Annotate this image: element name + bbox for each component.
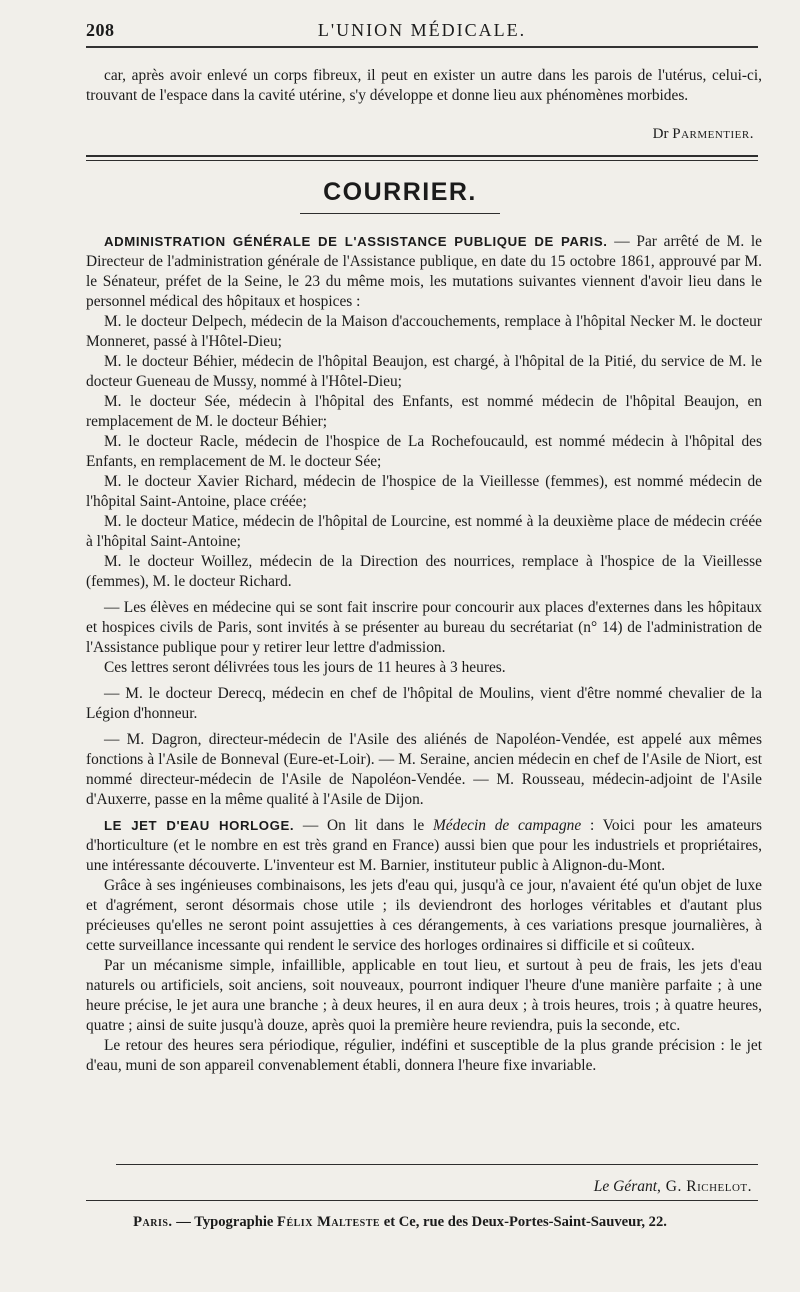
jet-heading: LE JET D'EAU HORLOGE.: [104, 818, 295, 833]
mutation-item: M. le docteur Xavier Richard, médecin de l'hospice de la Vieillesse (femmes), est nommé médecin de l'hôpital Saint-Antoine, place créée;: [86, 473, 762, 510]
gerant-signature: [594, 1178, 752, 1196]
printer-imprint: [0, 1214, 800, 1231]
mutation-item: M. le docteur Delpech, médecin de la Maison d'accouchements, remplace à l'hôpital Necker M. le docteur Monneret, passé à l'Hôtel-Dieu;: [86, 313, 762, 350]
signature-prefix: Dr: [652, 126, 669, 142]
jet-lead-before: — On lit dans le: [294, 817, 433, 834]
jet-paragraph: Le retour des heures sera périodique, régulier, indéfini et susceptible de la plus grande précision : le jet d'eau, muni de son appareil convenablement établi, donnera l'heure fixe invariable.: [86, 1037, 762, 1074]
author-signature: [653, 126, 754, 143]
jet-paragraph: Grâce à ses ingénieuses combinaisons, les jets d'eau qui, jusqu'à ce jour, n'avaient été qu'un objet de luxe et d'agrément, seront désormais chose utile ; ils deviendront des horloges véritables et d'autant plus précieuses qu'elles ne seront point assujetties à ces dérangements, à ces variations presque journalières, à cette surveillance incessante qui rendent le service des horloges ordinaires si difficile et si coûteux.: [86, 877, 762, 954]
jet-lead-after: : Voici pour les amateurs d'horticulture (et le nombre en est très grand en France) aussi bien que pour les industriels et propriétaires, une intéressante découverte. L'inventeur est M. Barnier, instituteur public à Alignon-du-Mont.: [86, 817, 762, 874]
derecq-paragraph: — M. le docteur Derecq, médecin en chef de l'hôpital de Moulins, vient d'être nommé chevalier de la Légion d'honneur.: [86, 685, 762, 722]
mutation-item: M. le docteur Béhier, médecin de l'hôpital Beaujon, est chargé, à l'hôpital de la Pitié, du service de M. le docteur Gueneau de Mussy, nommé à l'Hôtel-Dieu;: [86, 353, 762, 390]
jet-source: Médecin de campagne: [432, 817, 582, 834]
intro-paragraph-block: [86, 66, 762, 106]
journal-title: L'UNION MÉDICALE.: [317, 20, 527, 40]
gerant-name: , G. Richelot.: [657, 1178, 752, 1195]
gerant-label: Le Gérant: [593, 1178, 658, 1195]
jet-lead-paragraph: [86, 816, 762, 876]
assistance-lead-paragraph: [86, 232, 762, 312]
title-underline: [300, 213, 500, 214]
eleves-hours: Ces lettres seront délivrées tous les jours de 11 heures à 3 heures.: [104, 659, 506, 676]
imprint-divider: [86, 1200, 758, 1201]
footer-divider: [116, 1164, 758, 1165]
imprint-text-after: et Ce, rue des Deux-Portes-Saint-Sauveur, 22.: [380, 1214, 667, 1230]
assistance-lead: — Par arrêté de M. le Directeur de l'administration générale de l'Assistance publique, en date du 15 octobre 1861, approuvé par M. le Sénateur, préfet de la Seine, le 23 du même mois, les mutations suivantes viennent d'avoir lieu dans le personnel médical des hôpitaux et hospices :: [86, 233, 762, 310]
mutation-item: M. le docteur Woillez, médecin de la Direction des nourrices, remplace à l'hospice de la Vieillesse (femmes), M. le docteur Richard.: [86, 553, 762, 590]
eleves-paragraph: — Les élèves en médecine qui se sont fait inscrire pour concourir aux places d'externes dans les hôpitaux et hospices civils de Paris, sont invités à se présenter au bureau du secrétariat (n° 14) de l'administration de l'Assistance publique pour y retirer leur lettre d'admission.: [86, 599, 762, 656]
section-divider-bottom: [86, 160, 758, 161]
page-header: [86, 20, 758, 48]
section-divider-top: [86, 155, 758, 157]
jet-paragraph: Par un mécanisme simple, infaillible, applicable en tout lieu, et surtout à peu de frais, les jets d'eau naturels ou artificiels, soit anciens, soit nouveaux, pourront indiquer l'heure d'une manière parfaite ; à une heure précise, le jet aura une branche ; à deux heures, il en aura deux ; à trois heures, trois ; à quatre heures, quatre ; ainsi de suite jusqu'à douze, après quoi la première heure reviendra, puis la seconde, etc.: [86, 957, 762, 1034]
assistance-notice: [86, 232, 762, 1076]
section-title: COURRIER.: [323, 178, 477, 206]
mutation-item: M. le docteur Matice, médecin de l'hôpital de Lourcine, est nommé à la deuxième place de médecin créée à l'hôpital Saint-Antoine;: [86, 513, 762, 550]
dagron-paragraph: — M. Dagron, directeur-médecin de l'Asile des aliénés de Napoléon-Vendée, est appelé aux mêmes fonctions à l'Asile de Bonneval (Eure-et-Loir). — M. Seraine, ancien médecin en chef de l'Asile de Niort, est nommé directeur-médecin de l'Asile de Napoléon-Vendée. — M. Rousseau, médecin-adjoint de l'Asile d'Auxerre, passe en la même qualité à l'Asile de Dijon.: [86, 731, 762, 808]
assistance-heading: ADMINISTRATION GÉNÉRALE DE L'ASSISTANCE PUBLIQUE DE PARIS.: [104, 234, 608, 249]
page-number: 208: [86, 20, 115, 40]
imprint-text-before: — Typographie: [172, 1214, 278, 1230]
mutation-item: M. le docteur Sée, médecin à l'hôpital des Enfants, est nommé médecin de l'hôpital Beaujon, en remplacement de M. le docteur Béhier;: [86, 393, 762, 430]
imprint-printer: Félix Malteste: [277, 1214, 381, 1230]
mutation-item: M. le docteur Racle, médecin de l'hospice de La Rochefoucauld, est nommé médecin à l'hôpital des Enfants, en remplacement de M. le docteur Sée;: [86, 433, 762, 470]
signature-name: Parmentier.: [672, 126, 754, 142]
imprint-city: Paris.: [133, 1214, 173, 1230]
intro-paragraph: car, après avoir enlevé un corps fibreux, il peut en exister un autre dans les parois de l'utérus, celui-ci, trouvant de l'espace dans la cavité utérine, s'y développe et donne lieu aux phénomènes morbides.: [86, 67, 762, 104]
